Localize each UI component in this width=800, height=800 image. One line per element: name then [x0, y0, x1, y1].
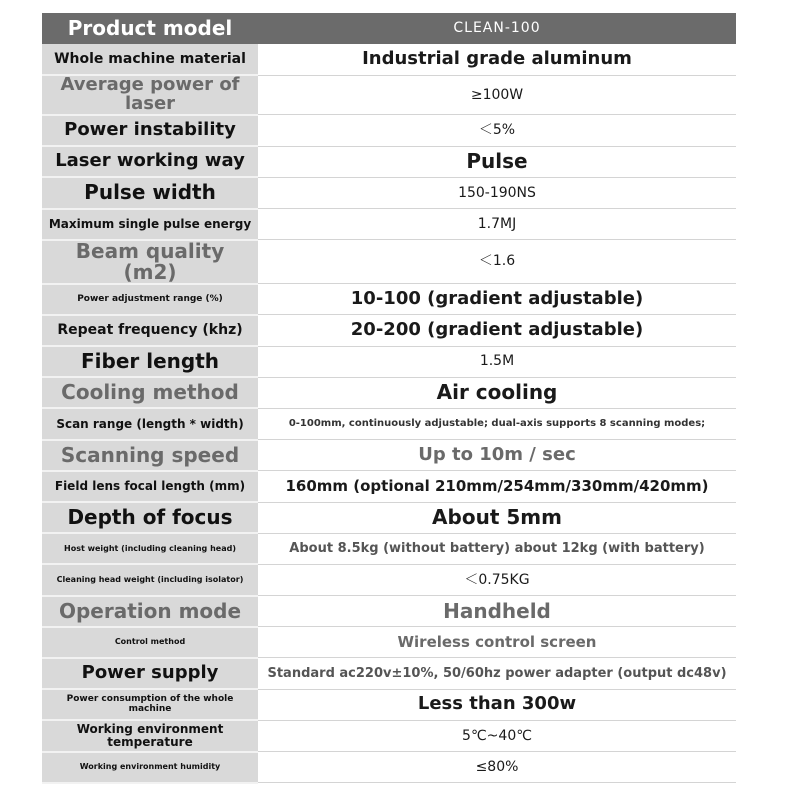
spec-label: Cleaning head weight (including isolator)	[42, 564, 258, 595]
spec-value: ＜1.6	[258, 240, 736, 284]
spec-label: Working environment humidity	[42, 752, 258, 783]
table-row	[42, 408, 736, 439]
spec-value: Handheld	[258, 596, 736, 627]
spec-label: Cooling method	[42, 377, 258, 408]
table-row	[42, 627, 736, 658]
header-label: Product model	[42, 13, 258, 44]
spec-value: 20-200 (gradient adjustable)	[258, 315, 736, 346]
table-row	[42, 177, 736, 208]
table-row	[42, 315, 736, 346]
spec-label: Working environment temperature	[42, 720, 258, 751]
spec-value: ≥100W	[258, 75, 736, 115]
spec-label: Scanning speed	[42, 440, 258, 471]
spec-label: Fiber length	[42, 346, 258, 377]
spec-label: Beam quality (m2)	[42, 240, 258, 284]
table-row	[42, 115, 736, 146]
table-row	[42, 720, 736, 751]
spec-value: 1.7MJ	[258, 209, 736, 240]
spec-value: Wireless control screen	[258, 627, 736, 658]
spec-value: Pulse	[258, 146, 736, 177]
spec-label: Power consumption of the whole machine	[42, 689, 258, 720]
table-row	[42, 440, 736, 471]
spec-value: Air cooling	[258, 377, 736, 408]
spec-label: Repeat frequency (khz)	[42, 315, 258, 346]
spec-label: Power instability	[42, 115, 258, 146]
spec-value: 1.5M	[258, 346, 736, 377]
spec-label: Host weight (including cleaning head)	[42, 533, 258, 564]
spec-value: Up to 10m / sec	[258, 440, 736, 471]
table-row	[42, 146, 736, 177]
table-row	[42, 502, 736, 533]
spec-label: Operation mode	[42, 596, 258, 627]
table-row	[42, 689, 736, 720]
table-row	[42, 377, 736, 408]
table-row	[42, 471, 736, 502]
spec-label: Maximum single pulse energy	[42, 209, 258, 240]
spec-label: Field lens focal length (mm)	[42, 471, 258, 502]
spec-value: ＜5%	[258, 115, 736, 146]
spec-table	[42, 13, 736, 784]
spec-value: About 8.5kg (without battery) about 12kg (with battery)	[258, 533, 736, 564]
table-row	[42, 346, 736, 377]
spec-label: Pulse width	[42, 177, 258, 208]
spec-label: Depth of focus	[42, 502, 258, 533]
spec-value: Less than 300w	[258, 689, 736, 720]
table-row	[42, 752, 736, 783]
spec-label: Power adjustment range (%)	[42, 284, 258, 315]
spec-value: 0-100mm, continuously adjustable; dual-axis supports 8 scanning modes;	[258, 408, 736, 439]
spec-label: Power supply	[42, 658, 258, 689]
table-row	[42, 75, 736, 115]
table-row	[42, 596, 736, 627]
header-value: CLEAN-100	[258, 13, 736, 44]
table-row	[42, 209, 736, 240]
spec-label: Control method	[42, 627, 258, 658]
table-row	[42, 658, 736, 689]
spec-value: ≤80%	[258, 752, 736, 783]
spec-label: Scan range (length * width)	[42, 408, 258, 439]
table-row	[42, 533, 736, 564]
spec-value: Standard ac220v±10%, 50/60hz power adapter (output dc48v)	[258, 658, 736, 689]
table-row	[42, 240, 736, 284]
table-row	[42, 564, 736, 595]
spec-label: Whole machine material	[42, 44, 258, 75]
spec-value: 10-100 (gradient adjustable)	[258, 284, 736, 315]
spec-value: 150-190NS	[258, 177, 736, 208]
spec-value: About 5mm	[258, 502, 736, 533]
spec-value: Industrial grade aluminum	[258, 44, 736, 75]
table-row	[42, 284, 736, 315]
spec-label: Laser working way	[42, 146, 258, 177]
spec-label: Average power of laser	[42, 75, 258, 115]
spec-value: 5℃~40℃	[258, 720, 736, 751]
table-header-row	[42, 13, 736, 44]
table-row	[42, 44, 736, 75]
spec-value: ＜0.75KG	[258, 564, 736, 595]
spec-value: 160mm (optional 210mm/254mm/330mm/420mm)	[258, 471, 736, 502]
